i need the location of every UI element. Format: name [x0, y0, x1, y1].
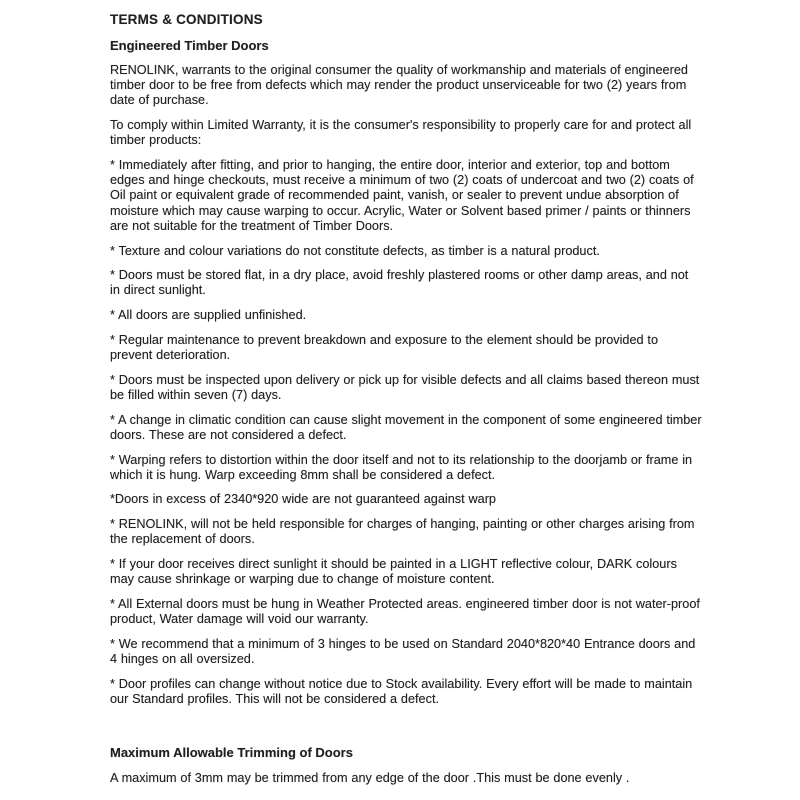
bullet-supplied-unfinished: * All doors are supplied unfinished. [110, 308, 307, 323]
bullet-regular-maintenance: * Regular maintenance to prevent breakdown and exposure to the element should be provided to prevent deterioration. [110, 332, 659, 363]
bullet-sunlight-paint-colour: * If your door receives direct sunlight it should be painted in a LIGHT reflective colour, DARK colours may cause shrinkage or warping due to change of moisture content. [110, 557, 677, 587]
section-heading-engineered-timber-doors: Engineered Timber Doors [110, 37, 269, 53]
bullet-storage-conditions: * Doors must be stored flat, in a dry place, avoid freshly plastered rooms or other damp areas, and not in direct sunlight. [110, 268, 689, 298]
trimming-allowance-paragraph: A maximum of 3mm may be trimmed from any edge of the door .This must be done evenly . [110, 770, 630, 785]
bullet-no-charge-liability: * RENOLINK, will not be held responsible for charges of hanging, painting or other charges arising from the replacement of doors. [110, 517, 695, 547]
bullet-hinge-recommendation: * We recommend that a minimum of 3 hinges to be used on Standard 2040*820*40 Entrance doors and 4 hinges on all oversized. [110, 636, 696, 667]
bullet-painting-requirements: * Immediately after fitting, and prior to hanging, the entire door, interior and exterior, top and bottom edges and hinge checkouts, must receive a minimum of two (2) coats of undercoat and two (2) coats of Oil paint or equivalent grade of recommended paint, vanish, or sealer to prevent undue absorption of moisture which may cause warping to occur. Acrylic, Water or Solvent based primer / paints or thinners are not suitable for the treatment of Timber Doors. [110, 158, 694, 233]
bullet-texture-colour-variations: * Texture and colour variations do not constitute defects, as timber is a natural product. [110, 243, 600, 258]
bullet-climatic-movement: * A change in climatic condition can cause slight movement in the component of some engineered timber doors. These are not considered a defect. [110, 412, 702, 442]
bullet-weather-protection: * All External doors must be hung in Weather Protected areas. engineered timber door is not water-proof product, Water damage will void our warranty. [110, 596, 700, 627]
section-heading-maximum-allowable-trimming: Maximum Allowable Trimming of Doors [110, 745, 353, 761]
bullet-inspection-on-delivery: * Doors must be inspected upon delivery or pick up for visible defects and all claims based thereon must be filled within seven (7) days. [110, 372, 700, 402]
bullet-oversize-warp-exclusion: *Doors in excess of 2340*920 wide are not guaranteed against warp [110, 492, 496, 507]
bullet-door-profiles-change: * Door profiles can change without notice due to Stock availability. Every effort will be made to maintain our Standard profiles. This will not be considered a defect. [110, 676, 693, 706]
bullet-warping-definition: * Warping refers to distortion within the door itself and not to its relationship to the doorjamb or frame in which it is hung. Warp exceeding 8mm shall be considered a defect. [110, 452, 693, 482]
warranty-compliance-paragraph: To comply within Limited Warranty, it is the consumer's responsibility to properly care for and protect all timber products: [110, 118, 692, 148]
warranty-intro-paragraph: RENOLINK, warrants to the original consumer the quality of workmanship and materials of engineered timber door to be free from defects which may render the product unserviceable for two (2) years from date of purchase. [110, 63, 688, 108]
document-title: TERMS & CONDITIONS [110, 12, 263, 27]
